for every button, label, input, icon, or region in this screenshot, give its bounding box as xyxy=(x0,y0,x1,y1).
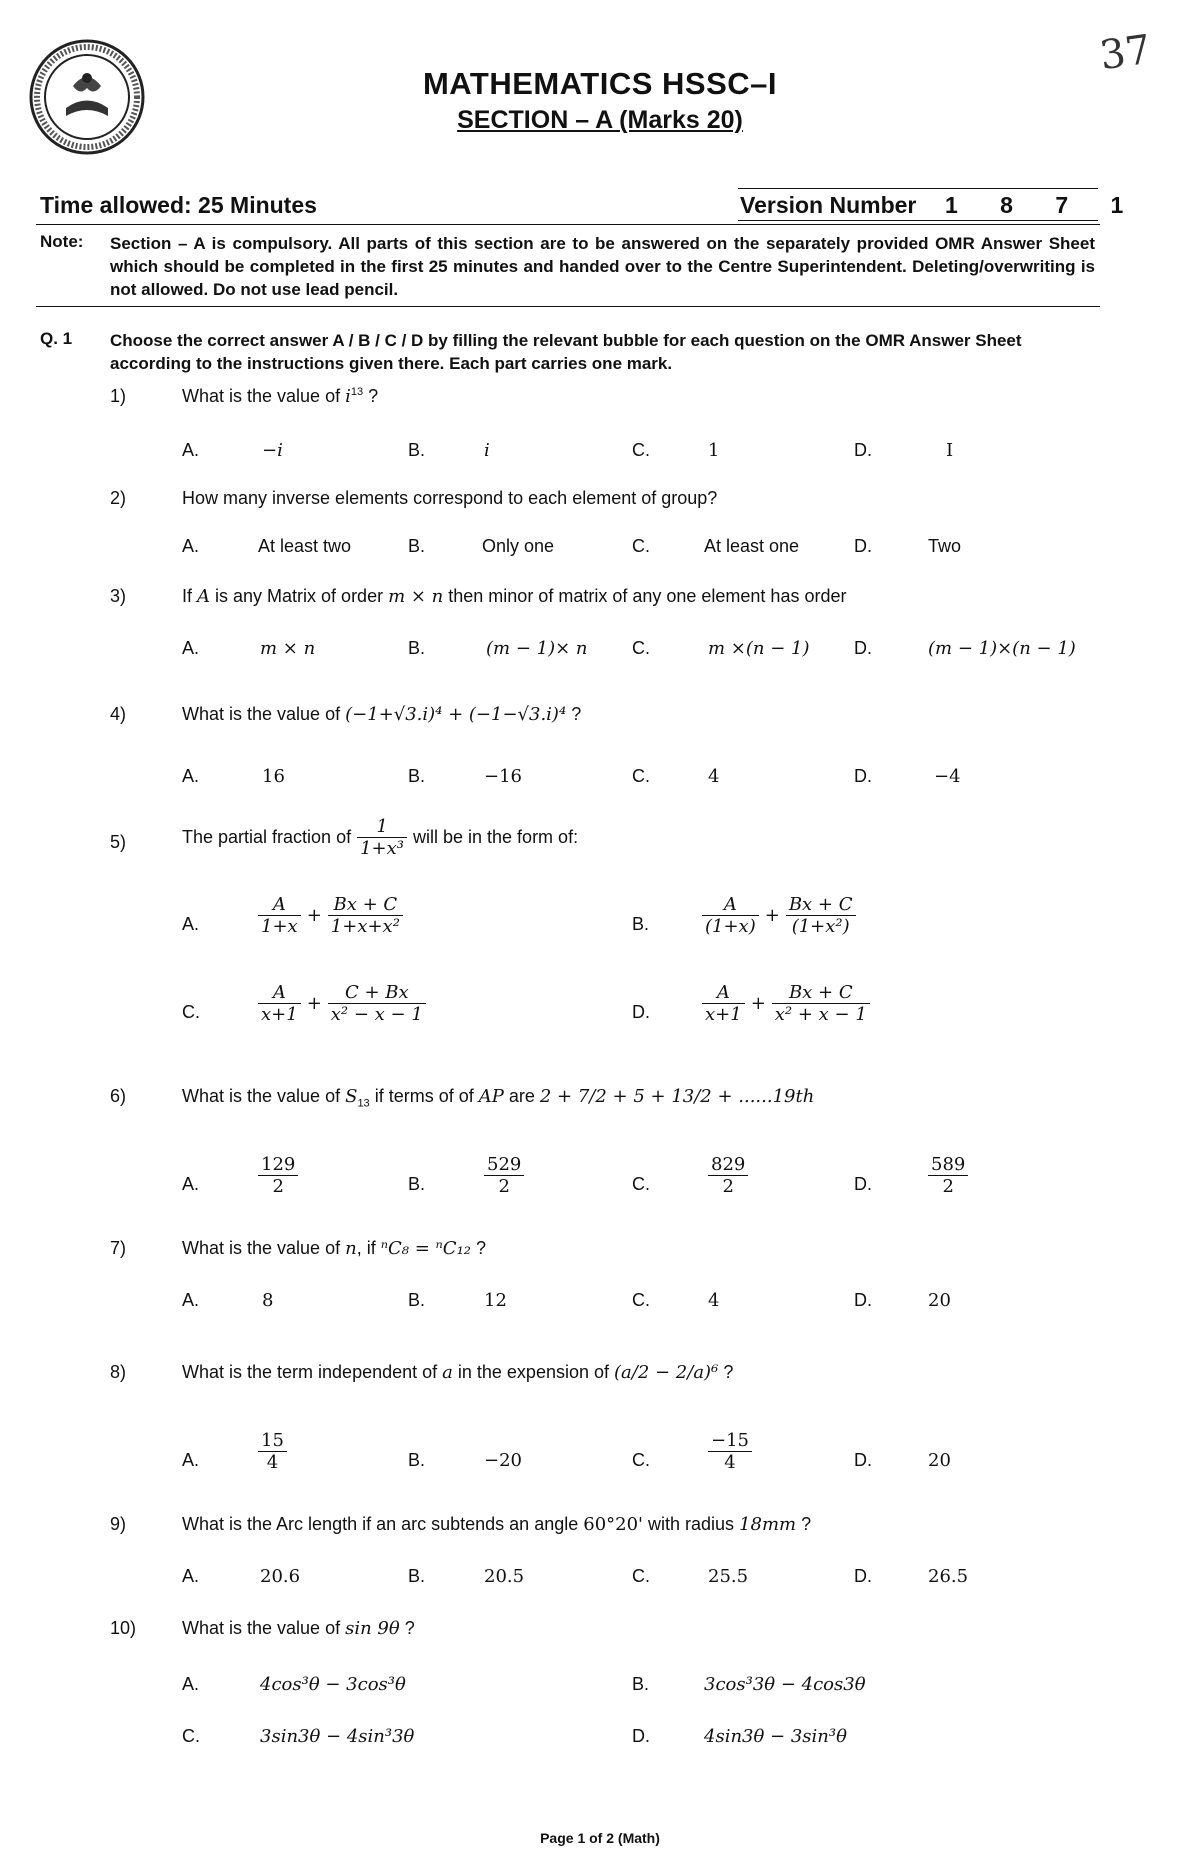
item-text: If A is any Matrix of order m × n then minor of matrix of any one element has order xyxy=(182,586,847,607)
version-digits: 1 8 7 1 xyxy=(945,192,1142,218)
option-c-value: $\frac{829}{2}$ xyxy=(708,1154,748,1197)
option-a-value: At least two xyxy=(258,536,352,556)
page-footer: Page 1 of 2 (Math) xyxy=(540,1830,660,1846)
item-number: 10) xyxy=(110,1618,137,1638)
option-c-label: C. xyxy=(632,638,650,658)
item-number: 1) xyxy=(110,386,127,406)
version-overline xyxy=(738,188,1098,189)
version-label: Version Number xyxy=(740,192,917,218)
time-allowed: Time allowed: 25 Minutes xyxy=(40,192,317,218)
option-d-label: D. xyxy=(632,1002,650,1022)
item-text: What is the Arc length if an arc subtends an angle 60°20' with radius 18mm ? xyxy=(182,1514,812,1535)
option-a-value: m × n xyxy=(260,638,316,659)
option-a-label: A. xyxy=(182,1174,200,1194)
option-c-value: 3sin3θ − 4sin³3θ xyxy=(260,1726,415,1747)
item-number: 4) xyxy=(110,704,127,724)
note-text: Section – A is compulsory. All parts of this section are to be answered on the separately provided OMR Answer Sheet which should be completed in the first 25 minutes and handed over to the Centre Superintendent. Deleting/overwriting is not allowed. Do not use lead pencil. xyxy=(110,234,1095,299)
section-heading: SECTION – A (Marks 20) xyxy=(457,106,743,134)
item-text: What is the value of $S_{13}$ if terms of of AP are 2 + 7/2 + 5 + 13/2 + ......19th xyxy=(182,1086,815,1110)
option-d-value: I xyxy=(946,440,954,461)
item-text: What is the term independent of a in the expension of (a/2 − 2/a)⁶ ? xyxy=(182,1362,734,1383)
option-d-value: 26.5 xyxy=(928,1566,969,1587)
option-d-label: D. xyxy=(854,536,872,556)
option-c-label: C. xyxy=(632,440,650,460)
option-b-label: B. xyxy=(408,536,426,556)
option-c-value: At least one xyxy=(704,536,800,556)
option-d-label: D. xyxy=(854,1290,872,1310)
option-c-value: 1 xyxy=(708,440,720,461)
handwritten-mark: 37 xyxy=(1097,26,1154,80)
option-b-label: B. xyxy=(408,1290,426,1310)
item-text: What is the value of n, if ⁿC₈ = ⁿC₁₂ ? xyxy=(182,1238,487,1259)
option-b-value: i xyxy=(484,440,490,461)
option-a-label: A. xyxy=(182,1450,200,1470)
option-b-label: B. xyxy=(408,1450,426,1470)
option-c-label: C. xyxy=(632,1566,650,1586)
option-d-value: $\frac{589}{2}$ xyxy=(928,1154,968,1197)
option-b-value: $\frac{A}{(1+x)}$ + $\frac{Bx + C}{\text{(1+x²)}}$ xyxy=(702,894,856,937)
option-a-value: $\frac{129}{2}$ xyxy=(258,1154,298,1197)
option-c-value: $\frac{-15}{4}$ xyxy=(708,1430,752,1473)
question-label: Q. 1 xyxy=(40,329,73,348)
divider-top xyxy=(36,224,1100,225)
option-c-value: 4 xyxy=(708,1290,720,1311)
option-c-label: C. xyxy=(632,1450,650,1470)
option-b-label: B. xyxy=(632,1674,650,1694)
option-c-value: $\frac{A}{x+1}$ + $\frac{C + Bx}{\text{x² − x − 1}}$ xyxy=(258,982,426,1025)
option-a-label: A. xyxy=(182,638,200,658)
option-d-label: D. xyxy=(854,1450,872,1470)
option-b-value: $\frac{529}{2}$ xyxy=(484,1154,524,1197)
option-d-label: D. xyxy=(854,1174,872,1194)
item-text: How many inverse elements correspond to each element of group? xyxy=(182,488,718,508)
option-a-value: 20.6 xyxy=(260,1566,301,1587)
option-d-value: 20 xyxy=(928,1450,951,1471)
option-b-label: B. xyxy=(408,1566,426,1586)
option-b-value: 3cos³3θ − 4cos3θ xyxy=(704,1674,866,1695)
option-a-value: 8 xyxy=(262,1290,274,1311)
question-instruction: Choose the correct answer A / B / C / D by filling the relevant bubble for each question on the OMR Answer Sheet according to the instructions given there. Each part carries one mark. xyxy=(110,331,1022,373)
item-text: What is the value of $i^{13}$ ? xyxy=(182,386,379,407)
option-c-label: C. xyxy=(182,1726,200,1746)
item-number: 5) xyxy=(110,832,127,852)
option-d-label: D. xyxy=(854,1566,872,1586)
item-number: 6) xyxy=(110,1086,127,1106)
option-b-label: B. xyxy=(408,440,426,460)
item-number: 2) xyxy=(110,488,127,508)
option-a-value: −i xyxy=(262,440,283,461)
divider-note xyxy=(36,306,1100,307)
option-a-value: 4cos³θ − 3cos³θ xyxy=(260,1674,406,1695)
option-b-label: B. xyxy=(408,638,426,658)
option-b-label: B. xyxy=(632,914,650,934)
option-c-value: 25.5 xyxy=(708,1566,749,1587)
option-a-value: $\frac{15}{4}$ xyxy=(258,1430,287,1473)
option-d-value: (m − 1)×(n − 1) xyxy=(928,638,1076,659)
option-d-value: −4 xyxy=(934,766,961,787)
option-a-value: 16 xyxy=(262,766,285,787)
option-a-label: A. xyxy=(182,1674,200,1694)
option-d-value: 20 xyxy=(928,1290,951,1311)
option-b-value: Only one xyxy=(482,536,555,556)
option-c-label: C. xyxy=(632,766,650,786)
note-label: Note: xyxy=(40,232,84,251)
option-c-label: C. xyxy=(182,1002,200,1022)
item-text: What is the value of (−1+√3.i)⁴ + (−1−√3.i)⁴ ? xyxy=(182,704,582,725)
option-b-value: (m − 1)× n xyxy=(486,638,588,659)
option-c-label: C. xyxy=(632,1174,650,1194)
option-a-label: A. xyxy=(182,1290,200,1310)
option-b-value: 20.5 xyxy=(484,1566,525,1587)
option-a-label: A. xyxy=(182,766,200,786)
item-number: 3) xyxy=(110,586,127,606)
item-text: The partial fraction of $\frac{1}{\text{1+x³}}$ will be in the form of: xyxy=(182,816,579,859)
option-b-value: 12 xyxy=(484,1290,507,1311)
option-d-label: D. xyxy=(854,638,872,658)
option-b-value: −20 xyxy=(484,1450,522,1471)
option-a-label: A. xyxy=(182,536,200,556)
option-d-value: $\frac{A}{x+1}$ + $\frac{Bx + C}{\text{x² + x − 1}}$ xyxy=(702,982,870,1025)
option-b-label: B. xyxy=(408,766,426,786)
option-d-value: 4sin3θ − 3sin³θ xyxy=(704,1726,847,1747)
version-underline xyxy=(738,220,1098,221)
option-a-label: A. xyxy=(182,914,200,934)
option-d-label: D. xyxy=(854,766,872,786)
option-d-label: D. xyxy=(854,440,872,460)
option-c-value: m ×(n − 1) xyxy=(708,638,810,659)
option-a-label: A. xyxy=(182,440,200,460)
paper-title: MATHEMATICS HSSC–I xyxy=(422,66,778,101)
option-d-label: D. xyxy=(632,1726,650,1746)
item-text: What is the value of sin 9θ ? xyxy=(182,1618,415,1639)
option-c-label: C. xyxy=(632,1290,650,1310)
item-number: 8) xyxy=(110,1362,127,1382)
option-d-value: Two xyxy=(928,536,962,556)
item-number: 7) xyxy=(110,1238,127,1258)
option-a-value: $\frac{A}{1+x}$ + $\frac{Bx + C}{\text{1+x+x²}}$ xyxy=(258,894,403,937)
option-b-value: −16 xyxy=(484,766,522,787)
item-number: 9) xyxy=(110,1514,127,1534)
option-c-label: C. xyxy=(632,536,650,556)
option-a-label: A. xyxy=(182,1566,200,1586)
option-c-value: 4 xyxy=(708,766,720,787)
option-b-label: B. xyxy=(408,1174,426,1194)
